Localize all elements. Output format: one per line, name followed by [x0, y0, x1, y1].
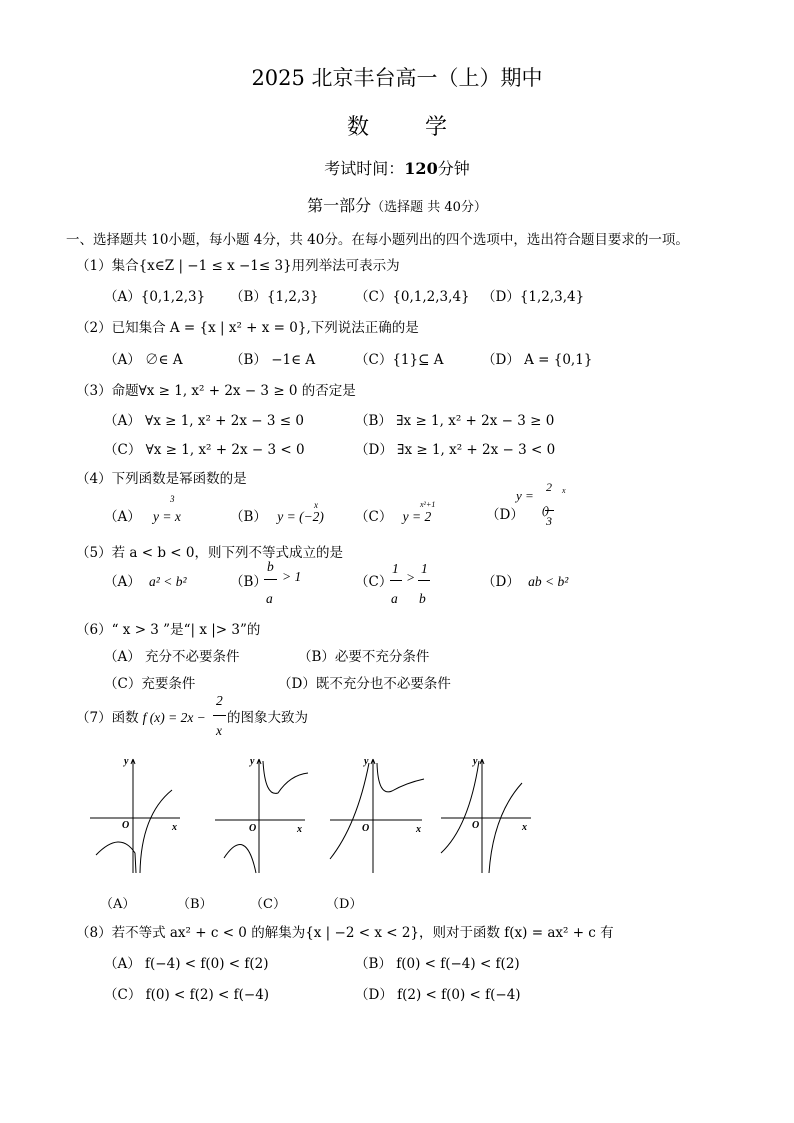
option-4a-exponent: 3 — [170, 494, 175, 504]
option-5d-formula: ab < b² — [528, 574, 569, 589]
option-5b-relation: > 1 — [282, 569, 302, 584]
option-6d: （D）既不充分也不必要条件 — [278, 676, 451, 692]
option-5b: （B） — [230, 574, 267, 590]
option-5b-denominator: a — [266, 591, 273, 606]
option-6b: （B）必要不充分条件 — [298, 649, 430, 665]
question-stem: 若 a < b < 0，则下列不等式成立的是 — [111, 545, 343, 561]
curve-right — [140, 790, 172, 873]
option-2a: （A） ∅∈ A — [104, 352, 183, 368]
option-4b-formula: y = (−2) — [277, 509, 324, 524]
option-3b: （B） ∃x ≥ 1, x² + 2x − 3 ≥ 0 — [355, 413, 555, 429]
option-5c-fraction-bar-2 — [418, 580, 430, 581]
option-1c: （C）{0,1,2,3,4} — [355, 289, 470, 305]
question-5 — [76, 541, 343, 561]
option-5c-denominator-2: b — [419, 591, 426, 606]
question-4 — [76, 467, 247, 487]
question-8 — [76, 921, 614, 941]
question-stem: 已知集合 A = {x | x² + x = 0},下列说法正确的是 — [111, 320, 419, 336]
question-number: （6） — [76, 622, 112, 638]
option-2d: （D） A = {0,1} — [482, 352, 593, 368]
curve-left — [330, 763, 369, 859]
question-number: （4） — [76, 471, 112, 487]
option-8d: （D） f(2) < f(0) < f(−4) — [355, 987, 521, 1003]
graph-label-b: （B） — [177, 897, 213, 912]
question-number: （1） — [76, 258, 112, 274]
option-4d-numerator: 2 — [546, 480, 552, 494]
question-number: （7） — [76, 710, 112, 726]
question-stem: 集合{x∈Z | −1 ≤ x −1≤ 3}用列举法可表示为 — [111, 258, 400, 274]
option-5c-denominator-1: a — [391, 591, 398, 606]
option-letter: （A） — [104, 509, 141, 525]
option-4a — [104, 505, 181, 525]
option-5a — [104, 570, 187, 590]
q7-numerator: 2 — [216, 693, 223, 708]
question-stem: 若不等式 ax² + c < 0 的解集为{x | −2 < x < 2}，则对于函数 f(x) = ax² + c 有 — [111, 925, 614, 941]
time-unit: 分钟 — [437, 159, 470, 178]
graph-label-d: （D） — [326, 897, 363, 912]
option-4b-exponent: x — [314, 500, 318, 510]
option-4c-formula: y = 2 — [402, 509, 432, 524]
graph-b — [210, 755, 320, 880]
option-8b: （B） f(0) < f(−4) < f(2) — [355, 956, 520, 972]
option-1b: （B）{1,2,3} — [230, 289, 319, 305]
x-label: x — [172, 822, 177, 833]
option-3a: （A） ∀x ≥ 1, x² + 2x − 3 ≤ 0 — [104, 413, 304, 429]
part-title: 第一部分 — [307, 196, 372, 215]
graph-a — [80, 755, 190, 880]
option-4d-exponent: x — [562, 486, 566, 495]
origin-label: O — [249, 823, 257, 834]
option-6a: （A） 充分不必要条件 — [104, 649, 240, 665]
question-7 — [76, 706, 206, 726]
option-5c-numerator-1: 1 — [392, 561, 399, 576]
origin-label: O — [472, 820, 480, 831]
curve-left — [441, 761, 479, 853]
question-7-formula: f (x) = 2x − — [142, 710, 206, 725]
question-stem: “ x > 3 ”是“| x |> 3”的 — [111, 622, 261, 638]
question-stem-post: 的图象大致为 — [227, 710, 308, 726]
y-label: y — [124, 756, 129, 767]
part-heading — [0, 193, 794, 216]
option-4d-denominator: 3 — [546, 514, 552, 528]
curve-left — [224, 845, 256, 873]
option-5c: （C） — [355, 574, 393, 590]
option-4d: （D） — [486, 507, 524, 523]
option-4a-formula: y = x — [153, 509, 181, 524]
question-3 — [76, 379, 356, 399]
origin-label: O — [122, 820, 130, 831]
y-label: y — [250, 756, 255, 767]
option-letter: （D） — [482, 574, 520, 590]
option-3c: （C） ∀x ≥ 1, x² + 2x − 3 < 0 — [104, 442, 305, 458]
option-5c-fraction-bar-1 — [390, 580, 402, 581]
time-label: 考试时间： — [324, 159, 405, 178]
subject-heading — [0, 110, 794, 141]
curve-right — [489, 783, 522, 873]
graph-d — [437, 755, 547, 880]
question-stem: 命题∀x ≥ 1, x² + 2x − 3 ≥ 0 的否定是 — [111, 383, 356, 399]
option-5d — [482, 570, 568, 590]
question-number: （8） — [76, 925, 112, 941]
option-4c-exponent: x²+1 — [420, 500, 436, 509]
question-2 — [76, 316, 419, 336]
section-instruction: 一、选择题共 10小题，每小题 4分，共 40分。在每小题列出的四个选项中，选出符合题目要求的一项。 — [66, 232, 689, 248]
option-letter: （A） — [104, 574, 141, 590]
curve-left — [96, 842, 136, 873]
x-label: x — [297, 824, 302, 835]
option-4d-fraction-bar — [545, 510, 554, 511]
question-number: （3） — [76, 383, 112, 399]
option-4d-y: y = — [516, 488, 534, 503]
y-label: y — [364, 756, 369, 767]
question-stem: 下列函数是幂函数的是 — [111, 471, 247, 487]
option-8c: （C） f(0) < f(2) < f(−4) — [104, 987, 270, 1003]
option-4d-paren: ( ) — [542, 503, 547, 517]
subject-char-2: 学 — [425, 115, 448, 140]
question-1 — [76, 254, 400, 274]
y-label: y — [473, 756, 478, 767]
q7-denominator: x — [216, 723, 222, 738]
option-4b — [230, 505, 324, 525]
option-1a: （A）{0,1,2,3} — [104, 289, 206, 305]
q7-fraction-bar — [213, 715, 226, 716]
exam-time — [0, 156, 794, 179]
option-2b: （B） −1∈ A — [230, 352, 316, 368]
option-5b-fraction-bar — [264, 579, 277, 580]
graph-c — [322, 755, 437, 880]
question-6 — [76, 618, 260, 638]
question-stem-pre: 函数 — [111, 710, 139, 726]
option-5a-formula: a² < b² — [149, 574, 187, 589]
option-8a: （A） f(−4) < f(0) < f(2) — [104, 956, 269, 972]
option-letter: （C） — [355, 509, 393, 525]
question-number: （5） — [76, 545, 112, 561]
graph-label-a: （A） — [100, 897, 136, 912]
option-1d: （D）{1,2,3,4} — [482, 289, 585, 305]
origin-label: O — [362, 823, 370, 834]
x-label: x — [522, 822, 527, 833]
curve-right — [377, 763, 424, 792]
time-value: 120 — [404, 159, 438, 178]
option-5c-numerator-2: 1 — [421, 561, 428, 576]
option-5b-numerator: b — [267, 559, 274, 574]
exam-title: 2025 北京丰台高一（上）期中 — [251, 66, 543, 90]
subject-char-1: 数 — [346, 115, 369, 140]
option-3d: （D） ∃x ≥ 1, x² + 2x − 3 < 0 — [355, 442, 556, 458]
question-number: （2） — [76, 320, 112, 336]
curve-right — [263, 761, 308, 793]
option-5c-relation: > — [406, 570, 416, 585]
option-2c: （C）{1}⊆ A — [355, 352, 444, 368]
option-letter: （B） — [230, 509, 267, 525]
graph-label-c: （C） — [250, 897, 286, 912]
option-6c: （C）充要条件 — [104, 676, 196, 692]
part-note: （选择题 共 40分） — [371, 200, 487, 215]
x-label: x — [416, 824, 421, 835]
